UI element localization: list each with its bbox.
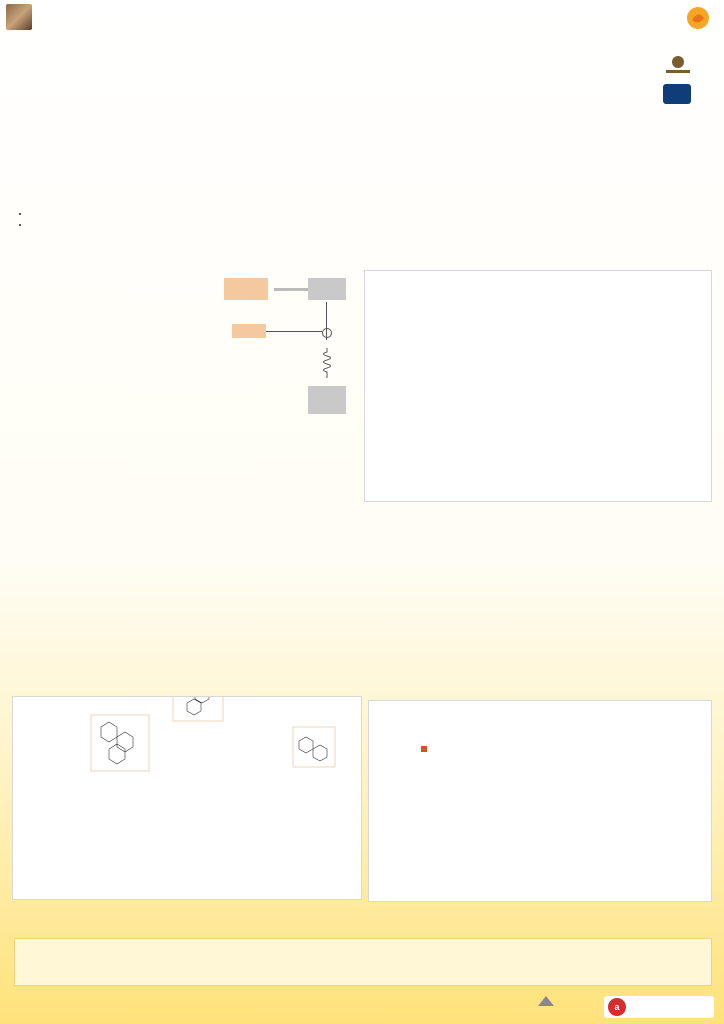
iphc-logo (660, 120, 696, 140)
abts-box (232, 324, 266, 338)
twistaroma-logo (686, 6, 710, 30)
fig3-panel (368, 700, 712, 902)
cnrs-logo (663, 84, 691, 104)
fig1-scheme (222, 268, 370, 420)
methods-bullets (16, 208, 706, 230)
chromatogram-svg (365, 271, 711, 501)
unistra-logo (660, 54, 696, 76)
wort-section (16, 518, 356, 529)
solvent-box (224, 278, 268, 300)
fig2-panel (12, 696, 362, 900)
methods-bullet (30, 219, 706, 230)
conclusion-box (14, 938, 712, 986)
fig3-bar-chart (369, 701, 711, 901)
author-photo (6, 4, 32, 30)
svg-text:a: a (614, 1002, 620, 1012)
alsace-innovation-logo (604, 996, 714, 1018)
molecule-catechin (293, 727, 335, 767)
fig1-chromatogram (364, 270, 712, 502)
uv-detection-box (308, 278, 346, 300)
visible-detection-box (308, 386, 346, 414)
fig2-line-chart (13, 697, 361, 899)
methods-bullet (30, 208, 706, 219)
region-alsace-logo (528, 996, 564, 1018)
molecule-prodelphinidin (91, 715, 149, 771)
fig3-legend-swatch (421, 746, 427, 752)
molecule-procyanidin (173, 697, 223, 721)
methods-section (16, 208, 706, 230)
